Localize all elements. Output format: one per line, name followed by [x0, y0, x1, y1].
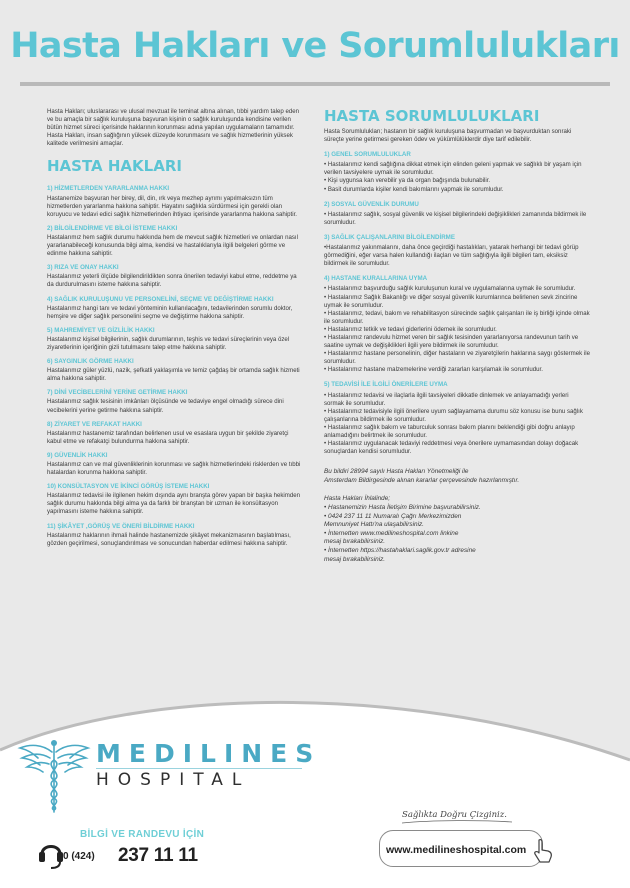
intro-text: Hasta Hakları; uluslararası ve ulusal mevzuat ile teminat altına alınan, tıbbi yardım talep eden ve bu amaçla bir sağlık kuruluşuna başvuran kişinin o sağlık kuruluşunda kendisine verilen bütün hizmet süreci içerisinde haklarının korunması adına yapılan uygulamaların tamamıdır. Hasta Hakları, insan sağlığının yüksek düzeyde korunmasını ve sağlık hizmetlerinin yüksek kalitede verilmesini amaçlar.: [47, 108, 300, 148]
responsibilities-list: [324, 151, 590, 456]
regulation-note: Bu bildiri 28994 sayılı Hasta Hakları Yönetmeliği ile Amsterdam Bildirgesinde alınan kararlar çerçevesinde hazırlanmıştır.: [324, 468, 520, 484]
section-text: Hastalarımız sağlık tesisinin imkânları ölçüsünde ve tedaviye engel olmadığı sürece dini vecibelerini yerine getirme hakkına sahiptir.: [47, 398, 284, 414]
info-appointment-label: BİLGİ VE RANDEVU İÇİN: [80, 829, 205, 840]
phone-prefix: 0 (424): [63, 851, 95, 862]
section-text: Hastalarımız güler yüzlü, nazik, şefkatli yaklaşımla ve temiz çağdaş bir ortamda sağlık hizmeti alma hakkına sahiptir.: [47, 367, 300, 383]
section-heading: 9) GÜVENLİK HAKKI: [47, 451, 108, 459]
section-text: Hastalarımız kişisel bilgilerinin, sağlık durumlarının, teşhis ve tedavi süreçlerinin veya özel ziyaretlerinin içeriğinin gizli tutulmasını talep etme hakkına sahiptir.: [47, 335, 290, 351]
section-heading: 3) SAĞLIK ÇALIŞANLARINI BİLGİLENDİRME: [324, 233, 455, 241]
section-heading: 6) SAYGINLIK GÖRME HAKKI: [47, 358, 134, 366]
hand-pointer-icon: [532, 838, 554, 864]
section-heading: 1) GENEL SORUMLULUKLAR: [324, 151, 411, 159]
headset-icon: [37, 836, 65, 870]
page-title: Hasta Hakları ve Sorumlulukları: [10, 26, 620, 66]
responsibilities-intro: Hasta Sorumlulukları; hastanın bir sağlık kuruluşuna başvurmadan ve başvurduktan sonraki süreçte yerine getirmesi gereken ödev ve yükümlülüklerdir diye tarif edilebilir.: [324, 128, 572, 144]
section-heading: 10) KONSÜLTASYON VE İKİNCİ GÖRÜŞ İSTEME HAKKI: [47, 483, 210, 491]
section-text: Hastalarımız haklarının ihmali halinde hastanemizde şikâyet mekanizmasının başlatılması, gözden geçirilmesi, sonuçlandırılması ve sonucundan haberdar edilmesi hakkına sahiptir.: [47, 531, 291, 547]
section-heading: 4) HASTANE KURALLARINA UYMA: [324, 275, 428, 283]
logo-hospital: HOSPITAL: [96, 770, 251, 790]
slogan: Sağlıkta Doğru Çizginiz.: [402, 810, 507, 820]
section-text: • Hastalarımız sağlık, sosyal güvenlik ve kişisel bilgilerindeki değişiklikleri zamanında bildirmek ile sorumludur.: [324, 210, 587, 226]
section-text: Hastalarımız hastanemiz tarafından belirlenen usul ve esaslara uygun bir şekilde ziyaretçi kabul etme ve refakatçi bulundurma hakkına sahiptir.: [47, 429, 289, 445]
contact-note: Hasta Hakları İhlalinde; • Hastanemizin Hasta İletişim Birimine başvurabilirsiniz. • 0424 237 11 11 Numaralı Çağrı Merkezimizden Memnuniyet Hattı'na ulaşabilirsiniz. • İnternetten www.medilineshospital.com linkine mesaj bırakabilirsiniz. • İnternetten https://hastahaklari.saglik.gov.tr adresine mesaj bırakabilirsiniz.: [324, 495, 481, 563]
caduceus-wings-icon: [16, 732, 92, 816]
section-heading: 11) ŞİKÂYET ,GÖRÜŞ VE ÖNERİ BİLDİRME HAKKI: [47, 522, 195, 530]
left-column: [47, 108, 304, 548]
title-divider: [20, 82, 610, 86]
section-heading: 2) SOSYAL GÜVENLİK DURUMU: [324, 200, 419, 208]
section-text: • Hastalarımız kendi sağlığına dikkat etmek için elinden geleni yapmak ve sağlıklı bir yaşam için verilen tavsiyelere uymak ile sorumludur. • Kişi uygunsa kan verebilir ya da organ bağışında bulunabilir. • Basit durumlarda kişiler kendi bakımlarını yapmak ile sorumludur.: [324, 161, 582, 193]
section-text: Hastalarımız tedavisi ile ilgilenen hekim dışında aynı branşta görev yapan bir başka hekimden sağlık durumu hakkında bilgi alma ya da farklı bir branştan bir uzman ile konsültasyon yapılmasını isteme hakkına sahiptir.: [47, 492, 301, 516]
logo-divider: [96, 768, 302, 769]
slogan-underline: [402, 820, 512, 824]
section-text: • Hastalarımız tedavisi ve ilaçlarla ilgili tavsiyeleri dikkatle dinlemek ve anlayamadığı yerleri sormak ile sorumludur. • Hastalarımız tedavisiyle ilgili önerilere uyum sağlayamama durumu söz konusu ise bunu sağlık çalışanlarına bildirmek ile sorumludur. • Hastalarımız sağlık bakım ve taburculuk sonrası bakım planını beklendiği gibi doğru anlayıp anlamadığını belirtmek ile sorumludur. • Hastalarımız uygulanacak tedaviyi reddetmesi veya önerilere uymamasından dolayı doğacak sonuçlardan kendisi sorumludur.: [324, 391, 583, 456]
right-column: [324, 108, 590, 564]
website-link[interactable]: www.medilineshospital.com: [386, 844, 527, 856]
section-text: Hastalarımız hem sağlık durumu hakkında hem de mevcut sağlık hizmetleri ve onlardan nasıl yararlanabileceği konusunda bilgi alma, kendisi ve hastalıklarıyla ilgili belgeleri görme ve edinme hakkına sahiptir.: [47, 233, 298, 258]
section-text: •Hastalarımız yakınmalarını, daha önce geçirdiği hastalıkları, yatarak herhangi bir tedavi görüp görmediğini, eğer varsa halen kullandığı ilaçları ve tüm sağlığıyla ilgili bilgileri tam, eksiksiz bildirmek ile sorumludur.: [324, 244, 579, 268]
section-text: • Hastalarımız başvurduğu sağlık kuruluşunun kural ve uygulamalarına uymak ile sorumludur. • Hastalarımız Sağlık Bakanlığı ve diğer sosyal güvenlik kurumlarınca belirlenen sevk zincirine uymak ile sorumludur. • Hastalarımız, tedavi, bakım ve rehabilitasyon sürecinde sağlık çalışanları ile iş birliği içinde olmak ile sorumludur. • Hastalarımız tetkik ve tedavi giderlerini ödemek ile sorumludur. • Hastalarımız randevulu hizmet veren bir sağlık tesisinden yararlanıyorsa randevunun tarih ve saatine uymak ve değişiklikleri ilgili yere bildirmek ile sorumludur. • Hastalarımız hastane personelinin, diğer hastaların ve ziyaretçilerin haklarına saygı göstermek ile sorumludur. • Hastalarımız hastane malzemelerine verdiği zararları karşılamak ile sorumludur.: [324, 285, 590, 374]
rights-list: [47, 185, 304, 547]
section-heading: 7) DİNİ VECİBELERİNİ YERİNE GETİRME HAKKI: [47, 389, 188, 397]
logo-medilines: MEDILINES: [96, 739, 322, 768]
section-heading: 4) SAĞLIK KURULUŞUNU VE PERSONELİNİ, SEÇME VE DEĞİŞTİRME HAKKI: [47, 295, 274, 303]
rights-heading: HASTA HAKLARI: [47, 157, 182, 176]
section-heading: 5) TEDAVİSİ İLE İLGİLİ ÖNERİLERE UYMA: [324, 381, 448, 389]
section-heading: 8) ZİYARET VE REFAKAT HAKKI: [47, 420, 142, 428]
section-heading: 5) MAHREMİYET VE GİZLİLİK HAKKI: [47, 326, 155, 334]
section-text: Hastanemize başvuran her birey, dil, din, ırk veya mezhep ayrımı yapılmaksızın tüm hizmetlerden yararlanma hakkına sahiptir. Hayatını sağlıkla sürdürmesi için gerekli olan koruyucu ve tedavi edici sağlık hizmetlerinden ihtiyacı içerisinde yararlanma hakkına sahiptir.: [47, 194, 297, 218]
section-text: Hastalarımız can ve mal güvenliklerinin korunması ve sağlık hizmetlerindeki risklerden ve tıbbi hatalardan korunma hakkına sahiptir.: [47, 461, 301, 477]
section-heading: 3) RIZA VE ONAY HAKKI: [47, 264, 119, 272]
section-text: Hastalarımız yeterli ölçüde bilgilendirildikten sonra önerilen tedaviyi kabul etme, reddetme ya da durdurulmasını isteme hakkına sahiptir.: [47, 273, 297, 289]
section-heading: 2) BİLGİLENDİRME VE BİLGİ İSTEME HAKKI: [47, 224, 178, 232]
phone-number[interactable]: 237 11 11: [118, 845, 198, 866]
responsibilities-heading: HASTA SORUMLULUKLARI: [324, 107, 540, 125]
section-heading: 1) HİZMETLERDEN YARARLANMA HAKKI: [47, 185, 170, 193]
section-text: Hastalarımız hangi tanı ve tedavi yönteminin kullanılacağını, tedavilerinden sorumlu doktor, hemşire ve diğer sağlık personelini seçme ve değiştirme hakkına sahiptir.: [47, 304, 293, 320]
